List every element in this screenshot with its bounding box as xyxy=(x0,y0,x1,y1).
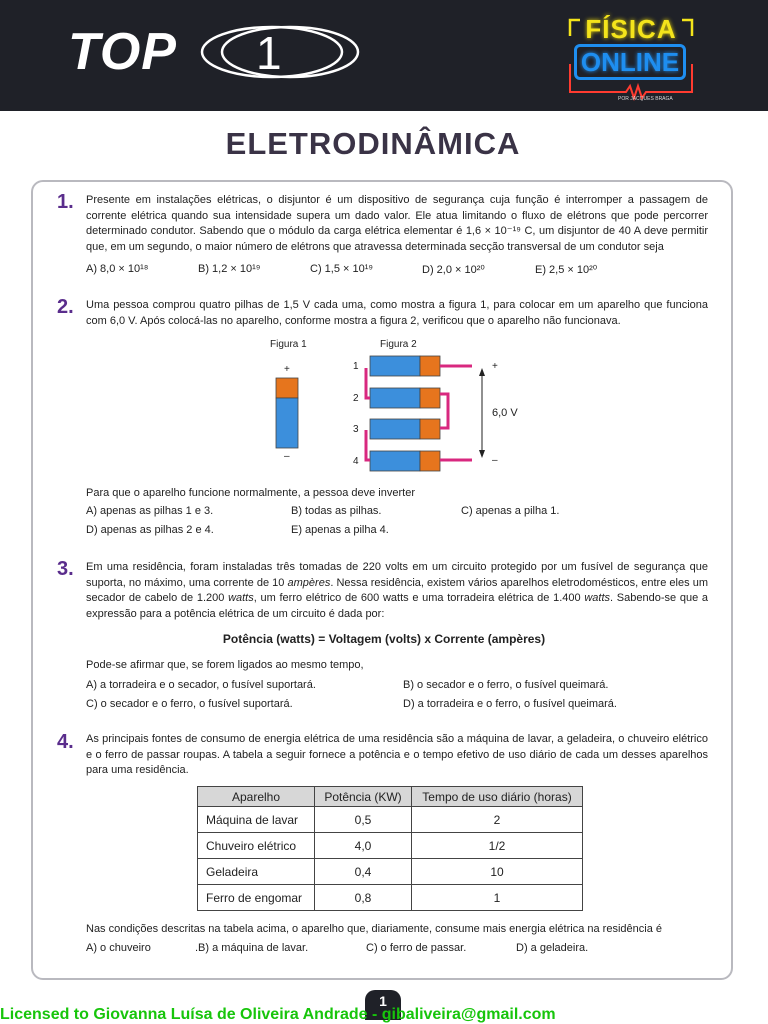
table-row xyxy=(198,807,583,833)
top-number-oval xyxy=(200,24,360,80)
table-cell: Máquina de lavar xyxy=(198,807,315,833)
figure-2-plus: + xyxy=(492,361,498,372)
q1-option-b: B) 1,2 × 10¹⁹ xyxy=(198,263,261,275)
battery-4-number: 4 xyxy=(353,456,359,467)
top-label: TOP xyxy=(68,23,177,81)
battery-2-number: 2 xyxy=(353,393,359,404)
table-row xyxy=(198,885,583,911)
power-formula: Potência (watts) = Voltagem (volts) x Corrente (ampères) xyxy=(222,632,546,646)
table-cell: 0,5 xyxy=(315,807,412,833)
table-cell: 4,0 xyxy=(315,833,412,859)
battery-3-number: 3 xyxy=(353,424,359,435)
voltage-label: 6,0 V xyxy=(492,407,518,419)
table-row xyxy=(198,859,583,885)
table-header-potencia: Potência (KW) xyxy=(315,787,412,807)
table-cell: Geladeira xyxy=(198,859,315,885)
question-4-text: As principais fontes de consumo de energia elétrica de uma residência são a máquina de lavar, a geladeira, o chuveiro elétrico e o ferro de passar roupas. A tabela a seguir fornece a potência e o tempo efetivo de uso diário de cada um desses aparelhos para uma residência. xyxy=(86,733,708,776)
q4-option-b: .B) a máquina de lavar. xyxy=(195,942,309,954)
figure-1-battery xyxy=(276,364,298,462)
battery-wires xyxy=(366,366,472,460)
q3-option-a: A) a torradeira e o secador, o fusível suportará. xyxy=(86,679,316,691)
table-cell: 1 xyxy=(412,885,583,911)
figure-2-label: Figura 2 xyxy=(380,339,417,350)
q2-option-d: D) apenas as pilhas 2 e 4. xyxy=(86,524,214,536)
question-4-prompt: Nas condições descritas na tabela acima, o aparelho que, diariamente, consume mais energia elétrica na residência é xyxy=(86,923,662,935)
q2-option-a: A) apenas as pilhas 1 e 3. xyxy=(86,505,214,517)
q3-option-b: B) o secador e o ferro, o fusível queimará. xyxy=(403,679,609,691)
battery-figures xyxy=(260,334,540,474)
table-cell: 1/2 xyxy=(412,833,583,859)
logo-author: POR JACQUES BRAGA xyxy=(618,96,673,102)
question-2-text: Uma pessoa comprou quatro pilhas de 1,5 V cada uma, como mostra a figura 1, para colocar em um aparelho que funciona com 6,0 V. Após colocá-las no aparelho, conforme mostra a figura 2, verificou que o aparelho não funcionava. xyxy=(86,299,708,327)
q4-option-c: C) o ferro de passar. xyxy=(366,942,467,954)
table-header-tempo: Tempo de uso diário (horas) xyxy=(412,787,583,807)
question-3-prompt: Pode-se afirmar que, se forem ligados ao mesmo tempo, xyxy=(86,659,364,671)
table-row xyxy=(198,833,583,859)
q1-option-d: D) 2,0 × 10²⁰ xyxy=(422,264,485,276)
figure-1-minus: – xyxy=(284,451,290,462)
page-title: ELETRODINÂMICA xyxy=(225,126,521,161)
voltage-arrow xyxy=(479,361,518,466)
question-3-text: Em uma residência, foram instaladas três tomadas de 220 volts em um circuito protegido por um fusível de segurança que suporta, no máximo, uma corrente de 10 ampères. Nessa residência, existem vários aparelhos eletrodomésticos, entre eles um secador de cabelo de 1.200 watts, um ferro elétrico de 600 watts e uma torradeira elétrica de 1.400 watts. Sabendo-se que a expressão para a potência elétrica de um circuito é dada por: xyxy=(86,561,708,620)
q1-option-c: C) 1,5 × 10¹⁹ xyxy=(310,263,374,275)
logo-title: FÍSICA xyxy=(585,14,677,44)
battery-1-number: 1 xyxy=(353,361,359,372)
page-number-tab: 1 xyxy=(365,990,401,1020)
q1-option-e: E) 2,5 × 10²⁰ xyxy=(535,264,598,276)
figure-2-minus: – xyxy=(492,455,498,466)
table-cell: Ferro de engomar xyxy=(198,885,315,911)
figure-1-plus: + xyxy=(284,364,290,375)
table-header-row xyxy=(198,787,583,807)
q2-option-b: B) todas as pilhas. xyxy=(291,505,382,517)
q3-option-d: D) a torradeira e o ferro, o fusível queimará. xyxy=(403,698,617,710)
question-2-number: 2. xyxy=(57,296,74,318)
top-number: 1 xyxy=(256,27,282,79)
table-cell: 0,8 xyxy=(315,885,412,911)
question-2-prompt: Para que o aparelho funcione normalmente, a pessoa deve inverter xyxy=(86,487,415,499)
table-cell: Chuveiro elétrico xyxy=(198,833,315,859)
question-1-number: 1. xyxy=(57,191,74,213)
q4-option-d: D) a geladeira. xyxy=(516,942,589,954)
table-cell: 0,4 xyxy=(315,859,412,885)
table-cell: 2 xyxy=(412,807,583,833)
q1-option-a: A) 8,0 × 10¹⁸ xyxy=(86,263,149,275)
header-bar xyxy=(0,0,768,111)
q3-option-c: C) o secador e o ferro, o fusível suportará. xyxy=(86,698,293,710)
q2-option-c: C) apenas a pilha 1. xyxy=(461,505,560,517)
question-1-text: Presente em instalações elétricas, o disjuntor é um dispositivo de segurança cuja função é interromper a passagem de corrente elétrica quando sua intensidade supera um dado valor. Ele atua limitando o fluxo de elétrons que pode percorrer determinado condutor. Sabendo que o módulo da carga elétrica elementar é 1,6 × 10⁻¹⁹ C, um disjuntor de 40 A deve permitir que, em um segundo, o maior número de elétrons que atravessa determinada secção transversal de um condutor seja xyxy=(86,194,708,253)
q2-option-e: E) apenas a pilha 4. xyxy=(291,524,389,536)
q4-option-a: A) o chuveiro xyxy=(86,942,151,954)
question-4-number: 4. xyxy=(57,731,74,753)
appliances-table xyxy=(197,786,583,911)
question-3-number: 3. xyxy=(57,558,74,580)
fisica-online-logo xyxy=(566,14,696,104)
table-cell: 10 xyxy=(412,859,583,885)
logo-subtitle: ONLINE xyxy=(574,44,686,80)
license-watermark: Licensed to Giovanna Luísa de Oliveira Andrade - gibaliveira@gmail.com xyxy=(0,1006,556,1023)
figure-1-label: Figura 1 xyxy=(270,339,307,350)
table-header-aparelho: Aparelho xyxy=(198,787,315,807)
